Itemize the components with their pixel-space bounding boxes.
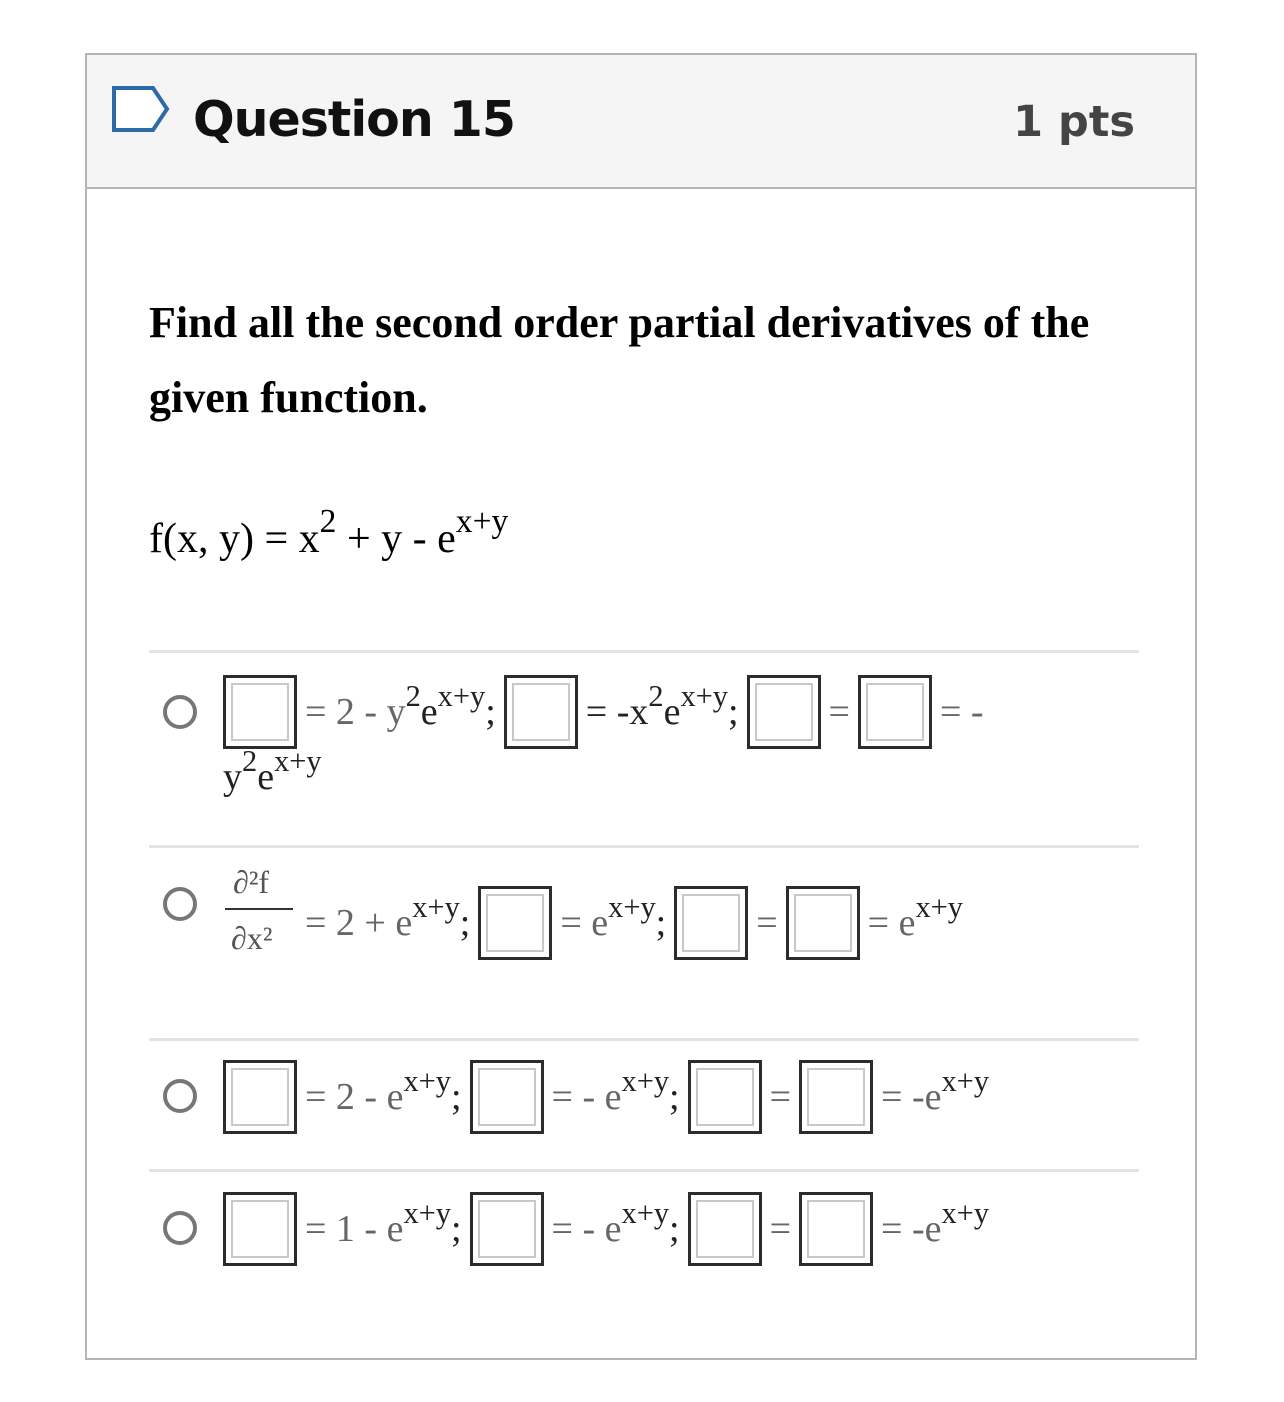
blank-box (223, 1060, 297, 1134)
blank-box (504, 675, 578, 749)
blank-box (223, 675, 297, 749)
question-title: Question 15 (193, 91, 515, 148)
blank-box (223, 1192, 297, 1266)
blank-box (674, 886, 748, 960)
blank-box (747, 675, 821, 749)
option-d-radio[interactable] (163, 1211, 197, 1245)
option-c-radio[interactable] (163, 1079, 197, 1113)
option-divider (149, 1038, 1139, 1041)
blank-box (688, 1192, 762, 1266)
option-a-radio[interactable] (163, 695, 197, 729)
option-a-label[interactable]: = $2 - y^2e^{x+y}$; = $-x^2e^{x+y}$; = = - (223, 675, 992, 749)
partial-derivative-fraction (223, 853, 297, 973)
question-card (85, 53, 1197, 1360)
blank-box (786, 886, 860, 960)
option-divider (149, 845, 1139, 848)
question-prompt: Find all the second order partial derivatives of the given function. (149, 298, 1090, 422)
blank-box (799, 1060, 873, 1134)
question-points: 1 pts (1013, 97, 1135, 147)
bookmark-flag-icon[interactable] (111, 85, 171, 133)
option-b-radio[interactable] (163, 887, 197, 921)
fraction-image (223, 853, 297, 973)
option-divider (149, 650, 1139, 653)
blank-box (688, 1060, 762, 1134)
option-a-continuation: $y^2e^{x+y}$ (223, 743, 322, 798)
svg-text:∂²f: ∂²f (233, 864, 270, 900)
blank-box (478, 886, 552, 960)
blank-box (858, 675, 932, 749)
blank-box (799, 1192, 873, 1266)
svg-text:∂x²: ∂x² (231, 920, 273, 956)
question-header (87, 55, 1195, 189)
option-c-label[interactable]: = $2 - e^{x+y}$; = - $e^{x+y}$; = = $-e^{x+y}$ (223, 1060, 997, 1134)
blank-box (470, 1060, 544, 1134)
function-definition: f(x, $y) = x^2 + y - e^{x+y}$ (149, 502, 509, 562)
option-divider (149, 1169, 1139, 1172)
option-b-label[interactable]: ∂²f ∂x² = $2 + e^{x+y}$; = $e^{x+y}$; = = $e^{x+y}$ (223, 873, 971, 973)
blank-box (470, 1192, 544, 1266)
option-d-label[interactable]: = $1 - e^{x+y}$; = - $e^{x+y}$; = = $-e^{x+y}$ (223, 1192, 997, 1266)
